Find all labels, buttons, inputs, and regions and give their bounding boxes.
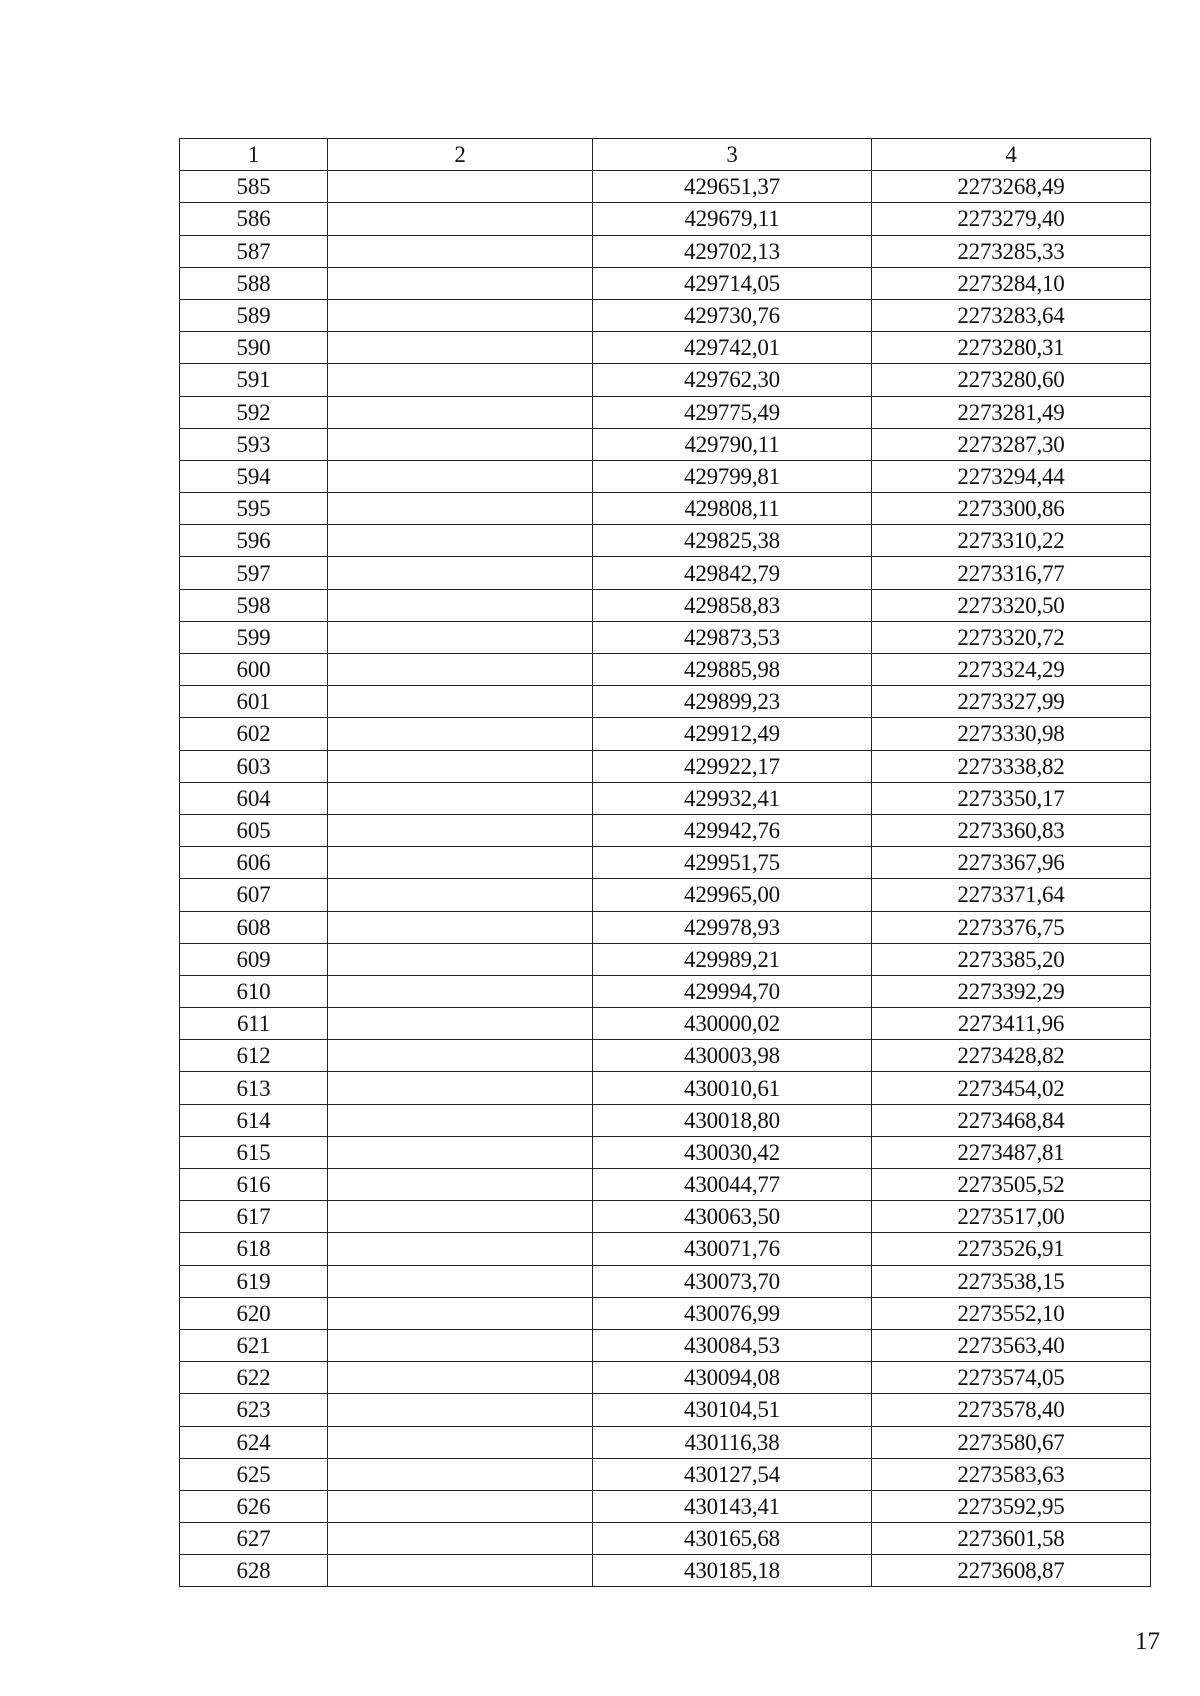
description-cell (328, 525, 593, 557)
point-number-cell: 620 (180, 1297, 328, 1329)
y-coordinate-cell: 2273310,22 (872, 525, 1151, 557)
page-number: 17 (1135, 1628, 1160, 1655)
point-number-cell: 628 (180, 1555, 328, 1587)
point-number-cell: 587 (180, 235, 328, 267)
x-coordinate-cell: 429932,41 (593, 782, 872, 814)
y-coordinate-cell: 2273360,83 (872, 814, 1151, 846)
y-coordinate-cell: 2273517,00 (872, 1201, 1151, 1233)
description-cell (328, 1201, 593, 1233)
point-number-cell: 605 (180, 814, 328, 846)
x-coordinate-cell: 429702,13 (593, 235, 872, 267)
table-row (180, 1426, 1151, 1458)
y-coordinate-cell: 2273578,40 (872, 1394, 1151, 1426)
x-coordinate-cell: 429808,11 (593, 493, 872, 525)
description-cell (328, 203, 593, 235)
description-cell (328, 493, 593, 525)
description-cell (328, 1458, 593, 1490)
table-row (180, 589, 1151, 621)
point-number-cell: 598 (180, 589, 328, 621)
y-coordinate-cell: 2273487,81 (872, 1136, 1151, 1168)
description-cell (328, 1169, 593, 1201)
x-coordinate-cell: 430094,08 (593, 1362, 872, 1394)
point-number-cell: 588 (180, 267, 328, 299)
table-row (180, 171, 1151, 203)
description-cell (328, 975, 593, 1007)
x-coordinate-cell: 430116,38 (593, 1426, 872, 1458)
x-coordinate-cell: 430143,41 (593, 1490, 872, 1522)
table-row (180, 750, 1151, 782)
table-row (180, 396, 1151, 428)
table-row (180, 1136, 1151, 1168)
coordinates-table (179, 138, 1151, 1587)
x-coordinate-cell: 429899,23 (593, 686, 872, 718)
x-coordinate-cell: 429742,01 (593, 332, 872, 364)
y-coordinate-cell: 2273608,87 (872, 1555, 1151, 1587)
y-coordinate-cell: 2273411,96 (872, 1008, 1151, 1040)
description-cell (328, 814, 593, 846)
point-number-cell: 622 (180, 1362, 328, 1394)
y-coordinate-cell: 2273428,82 (872, 1040, 1151, 1072)
y-coordinate-cell: 2273300,86 (872, 493, 1151, 525)
y-coordinate-cell: 2273338,82 (872, 750, 1151, 782)
point-number-cell: 586 (180, 203, 328, 235)
y-coordinate-cell: 2273294,44 (872, 460, 1151, 492)
table-row (180, 1490, 1151, 1522)
point-number-cell: 618 (180, 1233, 328, 1265)
point-number-cell: 624 (180, 1426, 328, 1458)
point-number-cell: 590 (180, 332, 328, 364)
y-coordinate-cell: 2273538,15 (872, 1265, 1151, 1297)
table-row (180, 975, 1151, 1007)
description-cell (328, 750, 593, 782)
description-cell (328, 911, 593, 943)
table-row (180, 1297, 1151, 1329)
table-header-row (180, 139, 1151, 171)
x-coordinate-cell: 429994,70 (593, 975, 872, 1007)
description-cell (328, 589, 593, 621)
x-coordinate-cell: 429989,21 (593, 943, 872, 975)
x-coordinate-cell: 430127,54 (593, 1458, 872, 1490)
x-coordinate-cell: 429951,75 (593, 847, 872, 879)
point-number-cell: 599 (180, 621, 328, 653)
point-number-cell: 591 (180, 364, 328, 396)
table-row (180, 299, 1151, 331)
x-coordinate-cell: 429825,38 (593, 525, 872, 557)
x-coordinate-cell: 430165,68 (593, 1523, 872, 1555)
x-coordinate-cell: 430030,42 (593, 1136, 872, 1168)
y-coordinate-cell: 2273601,58 (872, 1523, 1151, 1555)
y-coordinate-cell: 2273268,49 (872, 171, 1151, 203)
x-coordinate-cell: 429714,05 (593, 267, 872, 299)
description-cell (328, 1394, 593, 1426)
table-row (180, 814, 1151, 846)
description-cell (328, 1072, 593, 1104)
y-coordinate-cell: 2273592,95 (872, 1490, 1151, 1522)
point-number-cell: 615 (180, 1136, 328, 1168)
description-cell (328, 1008, 593, 1040)
y-coordinate-cell: 2273320,50 (872, 589, 1151, 621)
y-coordinate-cell: 2273505,52 (872, 1169, 1151, 1201)
y-coordinate-cell: 2273574,05 (872, 1362, 1151, 1394)
point-number-cell: 593 (180, 428, 328, 460)
point-number-cell: 585 (180, 171, 328, 203)
y-coordinate-cell: 2273350,17 (872, 782, 1151, 814)
description-cell (328, 718, 593, 750)
description-cell (328, 557, 593, 589)
point-number-cell: 608 (180, 911, 328, 943)
x-coordinate-cell: 430044,77 (593, 1169, 872, 1201)
x-coordinate-cell: 429873,53 (593, 621, 872, 653)
table-row (180, 782, 1151, 814)
point-number-cell: 604 (180, 782, 328, 814)
y-coordinate-cell: 2273324,29 (872, 654, 1151, 686)
point-number-cell: 611 (180, 1008, 328, 1040)
table-row (180, 1104, 1151, 1136)
point-number-cell: 597 (180, 557, 328, 589)
description-cell (328, 686, 593, 718)
point-number-cell: 621 (180, 1329, 328, 1361)
point-number-cell: 619 (180, 1265, 328, 1297)
table-row (180, 1394, 1151, 1426)
table-row (180, 428, 1151, 460)
table-row (180, 654, 1151, 686)
y-coordinate-cell: 2273316,77 (872, 557, 1151, 589)
description-cell (328, 299, 593, 331)
description-cell (328, 364, 593, 396)
y-coordinate-cell: 2273279,40 (872, 203, 1151, 235)
table-row (180, 364, 1151, 396)
point-number-cell: 600 (180, 654, 328, 686)
table-row (180, 621, 1151, 653)
description-cell (328, 396, 593, 428)
description-cell (328, 1297, 593, 1329)
y-coordinate-cell: 2273280,31 (872, 332, 1151, 364)
description-cell (328, 1555, 593, 1587)
description-cell (328, 460, 593, 492)
y-coordinate-cell: 2273330,98 (872, 718, 1151, 750)
table-row (180, 235, 1151, 267)
description-cell (328, 621, 593, 653)
y-coordinate-cell: 2273392,29 (872, 975, 1151, 1007)
table-row (180, 879, 1151, 911)
description-cell (328, 1040, 593, 1072)
y-coordinate-cell: 2273280,60 (872, 364, 1151, 396)
y-coordinate-cell: 2273454,02 (872, 1072, 1151, 1104)
y-coordinate-cell: 2273563,40 (872, 1329, 1151, 1361)
column-header-3: 3 (593, 139, 872, 171)
table-row (180, 1265, 1151, 1297)
y-coordinate-cell: 2273287,30 (872, 428, 1151, 460)
point-number-cell: 610 (180, 975, 328, 1007)
table-row (180, 911, 1151, 943)
y-coordinate-cell: 2273552,10 (872, 1297, 1151, 1329)
point-number-cell: 625 (180, 1458, 328, 1490)
point-number-cell: 596 (180, 525, 328, 557)
x-coordinate-cell: 429922,17 (593, 750, 872, 782)
point-number-cell: 589 (180, 299, 328, 331)
x-coordinate-cell: 429942,76 (593, 814, 872, 846)
table-row (180, 203, 1151, 235)
x-coordinate-cell: 430076,99 (593, 1297, 872, 1329)
y-coordinate-cell: 2273526,91 (872, 1233, 1151, 1265)
point-number-cell: 601 (180, 686, 328, 718)
table-row (180, 1233, 1151, 1265)
table-row (180, 1072, 1151, 1104)
point-number-cell: 592 (180, 396, 328, 428)
x-coordinate-cell: 429651,37 (593, 171, 872, 203)
description-cell (328, 1233, 593, 1265)
description-cell (328, 332, 593, 364)
description-cell (328, 654, 593, 686)
point-number-cell: 602 (180, 718, 328, 750)
point-number-cell: 609 (180, 943, 328, 975)
description-cell (328, 943, 593, 975)
point-number-cell: 627 (180, 1523, 328, 1555)
point-number-cell: 594 (180, 460, 328, 492)
point-number-cell: 612 (180, 1040, 328, 1072)
table-row (180, 943, 1151, 975)
y-coordinate-cell: 2273371,64 (872, 879, 1151, 911)
table-row (180, 1362, 1151, 1394)
point-number-cell: 595 (180, 493, 328, 525)
description-cell (328, 428, 593, 460)
table-row (180, 1008, 1151, 1040)
description-cell (328, 1523, 593, 1555)
description-cell (328, 235, 593, 267)
x-coordinate-cell: 429775,49 (593, 396, 872, 428)
x-coordinate-cell: 429965,00 (593, 879, 872, 911)
x-coordinate-cell: 430073,70 (593, 1265, 872, 1297)
table-row (180, 1040, 1151, 1072)
description-cell (328, 1426, 593, 1458)
table-row (180, 1555, 1151, 1587)
table-row (180, 718, 1151, 750)
x-coordinate-cell: 429762,30 (593, 364, 872, 396)
table-row (180, 1523, 1151, 1555)
table-row (180, 1458, 1151, 1490)
column-header-1: 1 (180, 139, 328, 171)
description-cell (328, 267, 593, 299)
point-number-cell: 626 (180, 1490, 328, 1522)
y-coordinate-cell: 2273283,64 (872, 299, 1151, 331)
x-coordinate-cell: 429799,81 (593, 460, 872, 492)
x-coordinate-cell: 430000,02 (593, 1008, 872, 1040)
y-coordinate-cell: 2273281,49 (872, 396, 1151, 428)
y-coordinate-cell: 2273376,75 (872, 911, 1151, 943)
point-number-cell: 613 (180, 1072, 328, 1104)
point-number-cell: 603 (180, 750, 328, 782)
y-coordinate-cell: 2273285,33 (872, 235, 1151, 267)
column-header-4: 4 (872, 139, 1151, 171)
x-coordinate-cell: 429679,11 (593, 203, 872, 235)
point-number-cell: 614 (180, 1104, 328, 1136)
description-cell (328, 1362, 593, 1394)
y-coordinate-cell: 2273320,72 (872, 621, 1151, 653)
column-header-2: 2 (328, 139, 593, 171)
x-coordinate-cell: 430063,50 (593, 1201, 872, 1233)
point-number-cell: 616 (180, 1169, 328, 1201)
x-coordinate-cell: 430010,61 (593, 1072, 872, 1104)
x-coordinate-cell: 430104,51 (593, 1394, 872, 1426)
description-cell (328, 1329, 593, 1361)
y-coordinate-cell: 2273583,63 (872, 1458, 1151, 1490)
y-coordinate-cell: 2273367,96 (872, 847, 1151, 879)
table-row (180, 460, 1151, 492)
table-row (180, 493, 1151, 525)
table-row (180, 332, 1151, 364)
table-row (180, 557, 1151, 589)
description-cell (328, 1265, 593, 1297)
y-coordinate-cell: 2273580,67 (872, 1426, 1151, 1458)
description-cell (328, 171, 593, 203)
x-coordinate-cell: 429790,11 (593, 428, 872, 460)
point-number-cell: 623 (180, 1394, 328, 1426)
table-row (180, 267, 1151, 299)
y-coordinate-cell: 2273327,99 (872, 686, 1151, 718)
table-row (180, 686, 1151, 718)
x-coordinate-cell: 429730,76 (593, 299, 872, 331)
description-cell (328, 1490, 593, 1522)
x-coordinate-cell: 430071,76 (593, 1233, 872, 1265)
description-cell (328, 1136, 593, 1168)
x-coordinate-cell: 430185,18 (593, 1555, 872, 1587)
x-coordinate-cell: 429858,83 (593, 589, 872, 621)
table-row (180, 1169, 1151, 1201)
y-coordinate-cell: 2273284,10 (872, 267, 1151, 299)
table-row (180, 1329, 1151, 1361)
x-coordinate-cell: 429842,79 (593, 557, 872, 589)
table-row (180, 1201, 1151, 1233)
point-number-cell: 606 (180, 847, 328, 879)
description-cell (328, 1104, 593, 1136)
x-coordinate-cell: 429885,98 (593, 654, 872, 686)
point-number-cell: 607 (180, 879, 328, 911)
x-coordinate-cell: 429978,93 (593, 911, 872, 943)
x-coordinate-cell: 430084,53 (593, 1329, 872, 1361)
point-number-cell: 617 (180, 1201, 328, 1233)
y-coordinate-cell: 2273385,20 (872, 943, 1151, 975)
y-coordinate-cell: 2273468,84 (872, 1104, 1151, 1136)
description-cell (328, 879, 593, 911)
description-cell (328, 782, 593, 814)
x-coordinate-cell: 430018,80 (593, 1104, 872, 1136)
table-body (180, 171, 1151, 1587)
x-coordinate-cell: 430003,98 (593, 1040, 872, 1072)
table-row (180, 525, 1151, 557)
x-coordinate-cell: 429912,49 (593, 718, 872, 750)
table-row (180, 847, 1151, 879)
description-cell (328, 847, 593, 879)
